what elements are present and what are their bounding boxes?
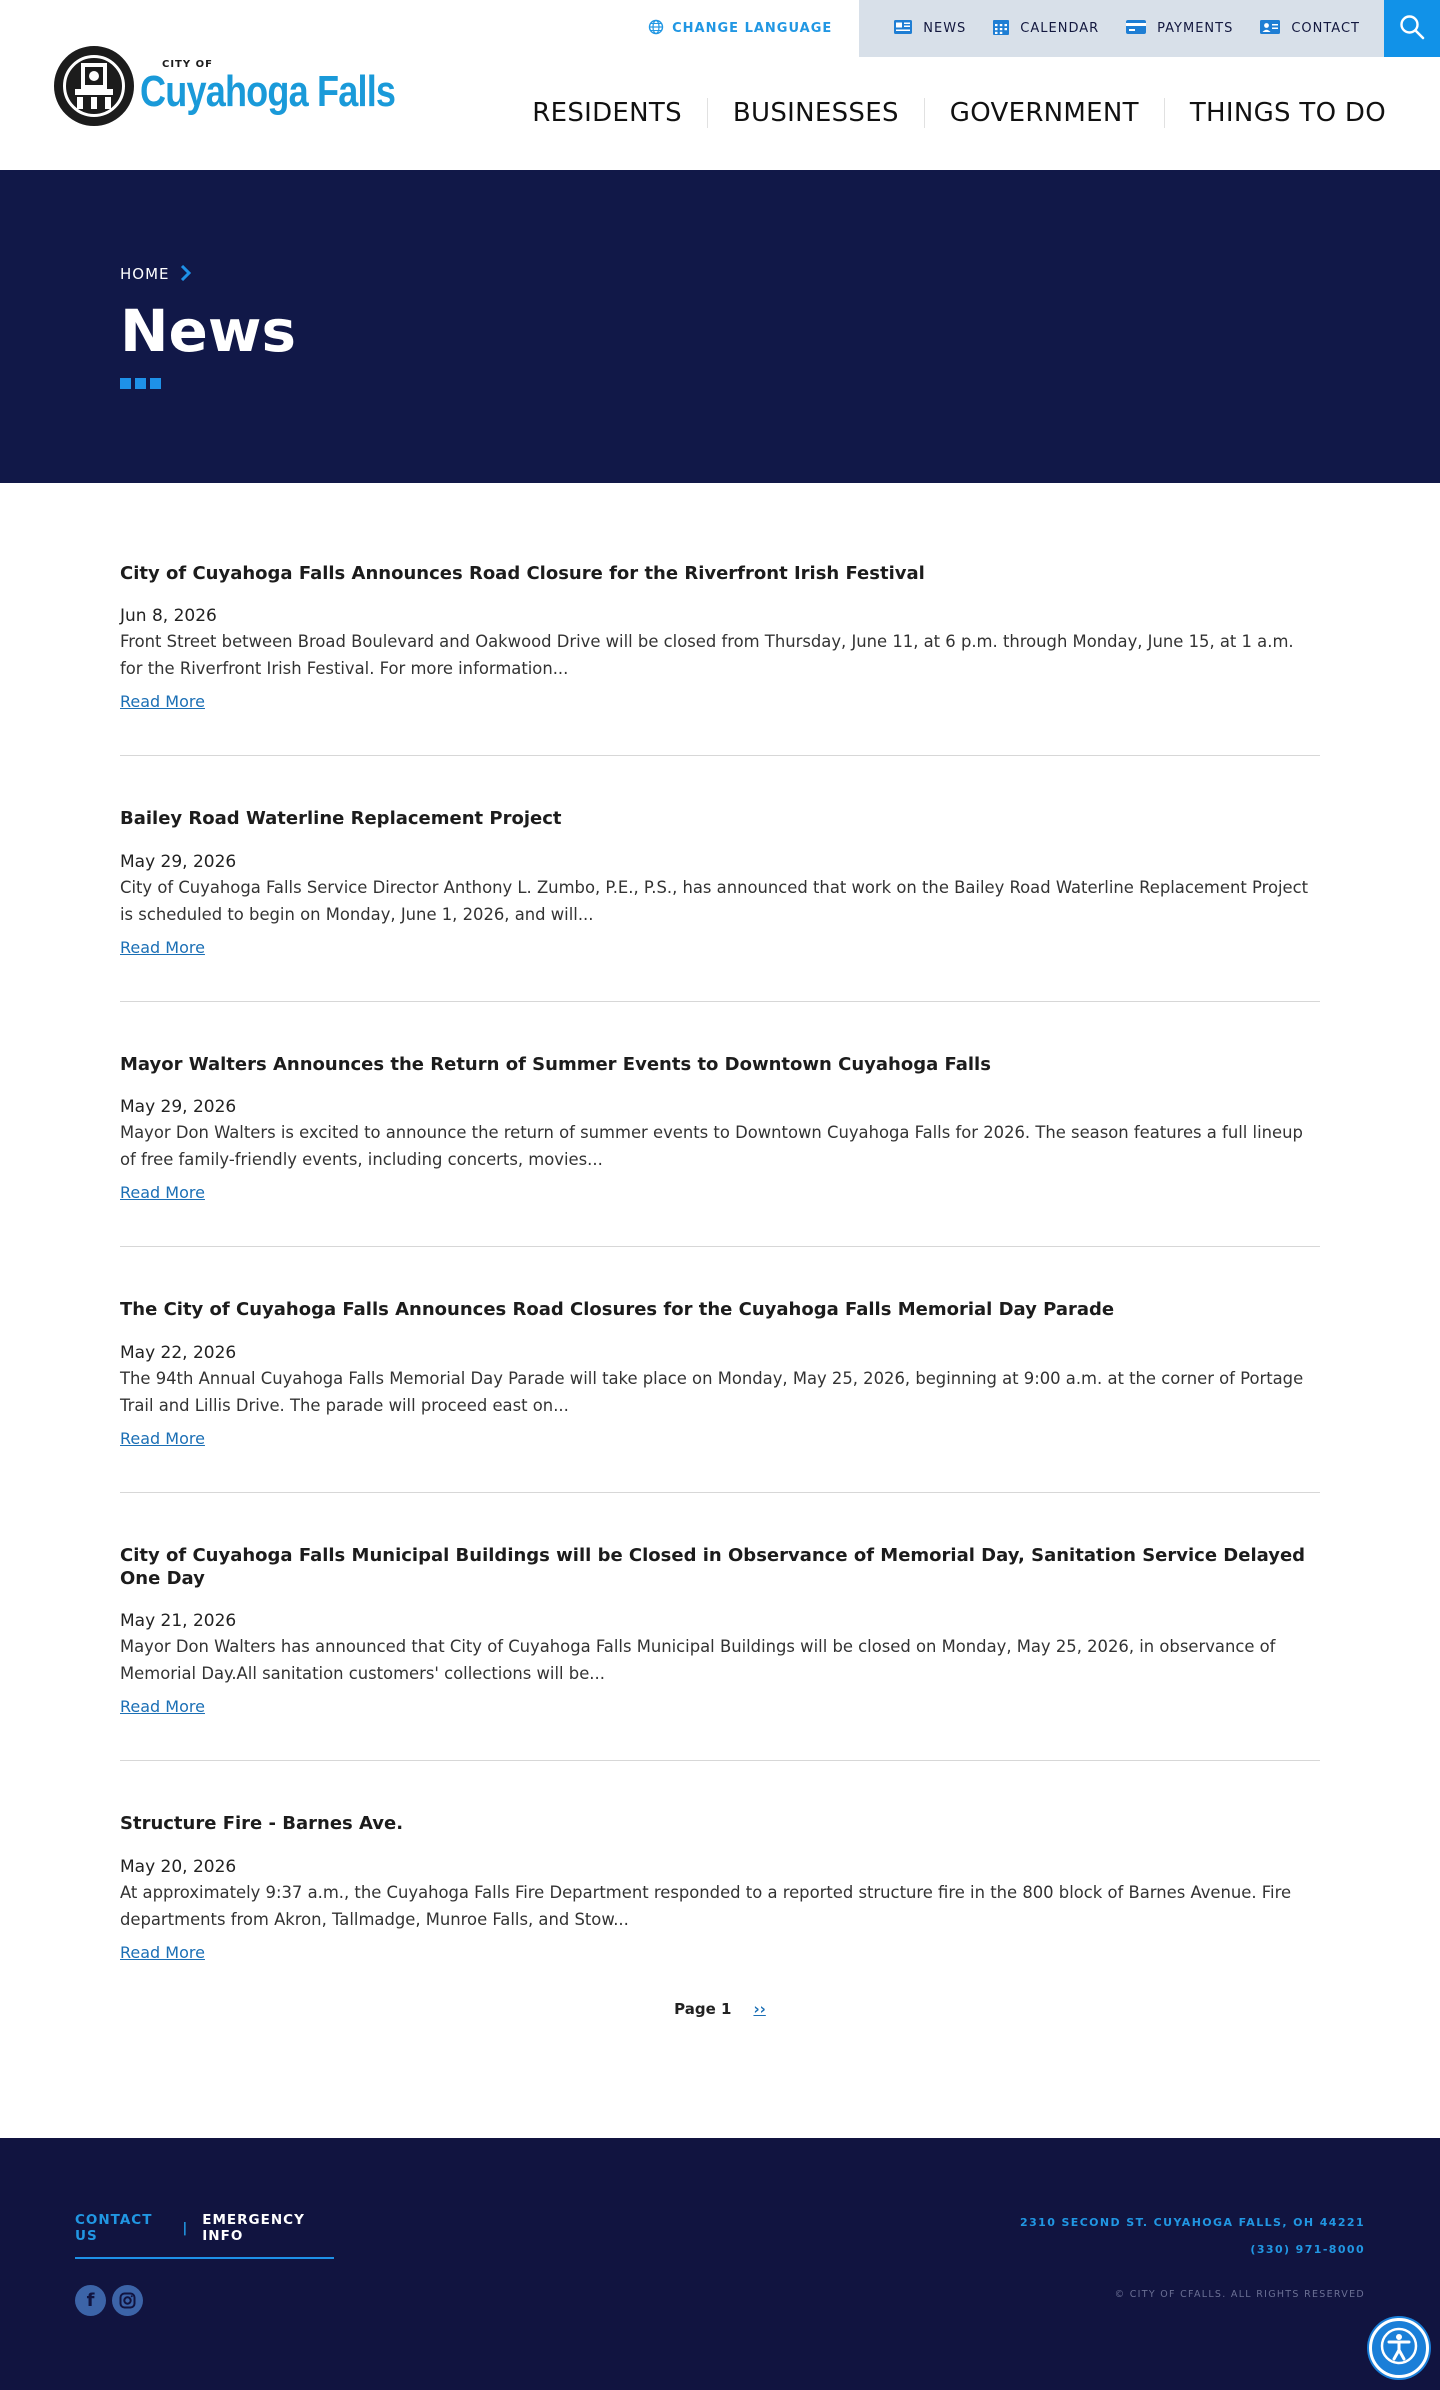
instagram-icon[interactable] [112, 2285, 143, 2316]
newspaper-icon [893, 19, 913, 39]
page-hero [0, 170, 1440, 483]
news-item [120, 1295, 1320, 1492]
news-item-date: May 22, 2026 [120, 1342, 237, 1363]
search-button[interactable] [1384, 0, 1440, 57]
footer-emergency-info-link[interactable]: EMERGENCY INFO [202, 2211, 305, 2244]
breadcrumb [120, 262, 1440, 286]
footer-link-separator: | [182, 2219, 189, 2236]
news-item-title[interactable]: The City of Cuyahoga Falls Announces Road Closures for the Cuyahoga Falls Memorial Day Parade [120, 1299, 1115, 1321]
breadcrumb-home[interactable]: HOME [120, 265, 170, 283]
site-logo[interactable] [54, 46, 451, 126]
news-item-excerpt: Front Street between Broad Boulevard and Oakwood Drive will be closed from Thursday, June 11, at 6 p.m. through Monday, June 15, at 1 a.m. for the Riverfront Irish Festival. For more information... [120, 632, 1294, 679]
accessibility-icon [1379, 2326, 1419, 2370]
utility-link-label: CALENDAR [1020, 21, 1100, 36]
news-item-title[interactable]: City of Cuyahoga Falls Announces Road Closure for the Riverfront Irish Festival [120, 563, 925, 584]
news-item [120, 1809, 1320, 1999]
news-item-excerpt: City of Cuyahoga Falls Service Director Anthony L. Zumbo, P.E., P.S., has announced that work on the Bailey Road Waterline Replacement Project is scheduled to begin on Monday, June 1, 2026, and will... [120, 877, 1309, 924]
news-item [120, 804, 1320, 1001]
contact-card-icon [1259, 19, 1281, 39]
title-accent-squares [120, 378, 1440, 389]
news-item-date: May 21, 2026 [120, 1611, 237, 1632]
utility-link-payments[interactable] [1125, 19, 1233, 39]
change-language-button[interactable] [648, 0, 859, 57]
utility-link-news[interactable] [893, 19, 966, 39]
read-more-link[interactable]: Read More [120, 1428, 205, 1448]
news-item-excerpt: The 94th Annual Cuyahoga Falls Memorial Day Parade will take place on Monday, May 25, 2026, beginning at 9:00 a.m. at the corner of Portage Trail and Lillis Drive. The parade will proceed east on... [120, 1368, 1304, 1415]
change-language-label: CHANGE LANGUAGE [672, 21, 833, 36]
utility-bar [648, 0, 1440, 57]
utility-link-calendar[interactable] [992, 18, 1099, 40]
site-header [0, 0, 1440, 170]
footer-contact-info [1020, 2216, 1365, 2300]
nav-item-residents[interactable]: RESIDENTS [532, 98, 682, 128]
globe-icon [648, 19, 664, 39]
footer-contact-us-link[interactable]: CONTACT US [75, 2211, 153, 2244]
footer-address: 2310 SECOND ST. CUYAHOGA FALLS, OH 44221 [1020, 2215, 1365, 2229]
nav-item-businesses[interactable]: BUSINESSES [707, 98, 924, 128]
accessibility-button[interactable] [1369, 2318, 1429, 2378]
logo-city-name: Cuyahoga Falls [140, 66, 396, 116]
utility-link-label: NEWS [923, 21, 967, 36]
footer-copyright: © CITY OF CFALLS. ALL RIGHTS RESERVED [1114, 2288, 1365, 2300]
utility-links [859, 0, 1384, 57]
pagination-current-page: Page 1 [674, 1999, 732, 2018]
utility-link-contact[interactable] [1259, 19, 1360, 39]
read-more-link[interactable]: Read More [120, 1183, 205, 1203]
news-item-title[interactable]: City of Cuyahoga Falls Municipal Buildings will be Closed in Observance of Memorial Day, Sanitation Service Delayed One Day [120, 1544, 1306, 1589]
utility-link-label: CONTACT [1291, 21, 1360, 36]
read-more-link[interactable]: Read More [120, 937, 205, 957]
search-icon [1399, 14, 1425, 44]
facebook-icon[interactable] [75, 2285, 106, 2316]
nav-item-government[interactable]: GOVERNMENT [924, 98, 1164, 128]
city-seal-icon [54, 46, 134, 126]
page-title: News [120, 297, 296, 365]
news-item-date: May 29, 2026 [120, 851, 237, 872]
site-footer [0, 2138, 1440, 2390]
news-item-title[interactable]: Mayor Walters Announces the Return of Summer Events to Downtown Cuyahoga Falls [120, 1053, 991, 1075]
pagination-next-button[interactable]: ›› [753, 1999, 766, 2018]
nav-item-things-to-do[interactable]: THINGS TO DO [1164, 98, 1386, 128]
news-item [120, 559, 1320, 756]
news-item-date: May 29, 2026 [120, 1097, 237, 1118]
read-more-link[interactable]: Read More [120, 1942, 205, 1962]
main-navigation [507, 98, 1386, 128]
utility-link-label: PAYMENTS [1157, 21, 1234, 36]
calendar-icon [992, 18, 1010, 40]
read-more-link[interactable]: Read More [120, 692, 205, 712]
pagination [120, 2000, 1320, 2138]
news-item [120, 1050, 1320, 1247]
read-more-link[interactable]: Read More [120, 1697, 205, 1717]
facebook-glyph: f [86, 2289, 95, 2311]
news-item-title[interactable]: Bailey Road Waterline Replacement Project [120, 808, 562, 830]
news-list [0, 483, 1440, 2138]
footer-phone[interactable]: (330) 971-8000 [1250, 2242, 1365, 2256]
chevron-right-icon [180, 262, 191, 286]
news-item-date: May 20, 2026 [120, 1856, 237, 1877]
news-item [120, 1541, 1320, 1762]
footer-links [75, 2212, 334, 2259]
news-item-date: Jun 8, 2026 [120, 606, 217, 627]
news-item-excerpt: At approximately 9:37 a.m., the Cuyahoga Falls Fire Department responded to a reported structure fire in the 800 block of Barnes Avenue. Fire departments from Akron, Tallmadge, Munroe Falls, and Stow... [120, 1882, 1292, 1929]
logo-city-of: CITY OF [162, 58, 213, 70]
news-item-excerpt: Mayor Don Walters has announced that City of Cuyahoga Falls Municipal Buildings will be closed on Monday, May 25, 2026, in observance of Memorial Day.All sanitation customers' collections will be... [120, 1637, 1276, 1684]
logo-wordmark [140, 59, 451, 114]
credit-card-icon [1125, 19, 1147, 39]
news-item-excerpt: Mayor Don Walters is excited to announce the return of summer events to Downtown Cuyahoga Falls for 2026. The season features a full lineup of free family-friendly events, including concerts, movies... [120, 1123, 1303, 1170]
news-item-title[interactable]: Structure Fire - Barnes Ave. [120, 1813, 404, 1835]
